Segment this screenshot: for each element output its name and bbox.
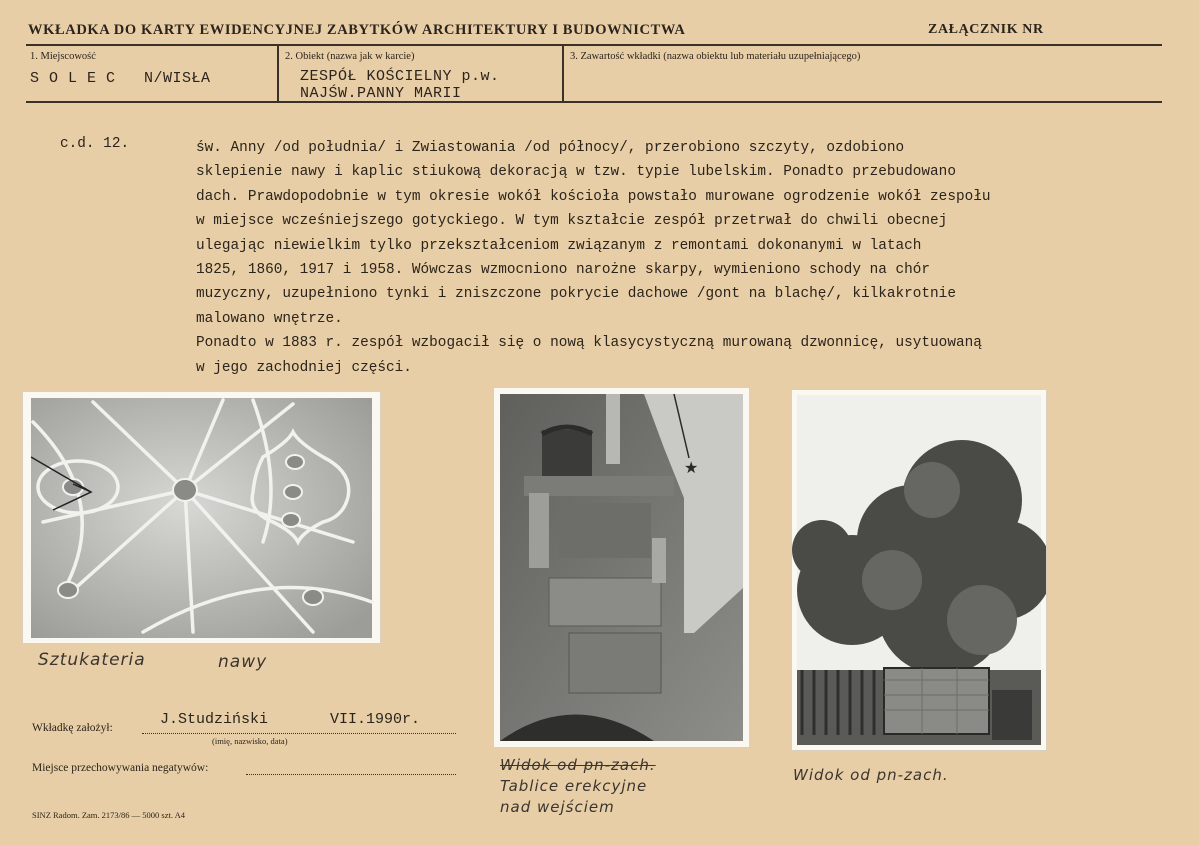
form-title: WKŁADKA DO KARTY EWIDENCYJNEJ ZABYTKÓW ARCHITEKTURY I BUDOWNICTWA	[28, 22, 686, 38]
body-line: malowano wnętrze.	[196, 310, 343, 327]
object-value-line1: ZESPÓŁ KOŚCIELNY p.w.	[300, 68, 500, 85]
photo2-caption-struck: Widok od pn-zach.	[500, 756, 656, 774]
photo2-caption-line2: nad wejściem	[500, 798, 615, 816]
founder-label: Wkładkę założył:	[32, 722, 113, 734]
exterior-view-image	[792, 390, 1046, 750]
content-label: 3. Zawartość wkładki (nazwa obiektu lub materiału uzupełniającego)	[570, 51, 861, 62]
photo2-caption-line1: Tablice erekcyjne	[500, 777, 648, 795]
page-reference: c.d. 12.	[60, 136, 130, 152]
founder-line	[142, 731, 456, 734]
divider-col-2	[562, 45, 564, 102]
founder-name: J.Studziński	[160, 711, 269, 728]
founder-date: VII.1990r.	[330, 711, 421, 728]
photo-exterior-view	[792, 390, 1046, 750]
body-line: sklepienie nawy i kaplic stiukową dekoracją w tzw. typie lubelskim. Ponadto przebudowano	[196, 164, 956, 181]
photo1-caption-b: nawy	[218, 652, 268, 672]
photo1-caption-a: Sztukateria	[38, 650, 146, 670]
print-info: SINZ Radom. Zam. 2173/86 — 5000 szt. A4	[32, 810, 185, 820]
body-line: w jego zachodniej części.	[196, 359, 412, 376]
photo-stucco-vault	[23, 392, 380, 643]
object-label: 2. Obiekt (nazwa jak w karcie)	[285, 51, 415, 62]
svg-text:★: ★	[684, 458, 699, 477]
body-line: w miejsce wcześniejszego gotyckiego. W tym kształcie zespół przetrwał do chwili obecnej	[196, 213, 948, 230]
founder-hint: (imię, nazwisko, data)	[212, 736, 288, 746]
photo3-caption: Widok od pn-zach.	[793, 766, 949, 784]
object-value-line2: NAJŚW.PANNY MARII	[300, 85, 462, 102]
divider-fields	[26, 101, 1162, 103]
storage-label: Miejsce przechowywania negatywów:	[32, 762, 209, 774]
body-line: dach. Prawdopodobnie w tym okresie wokół kościoła powstało murowane ogrodzenie wokół zespołu	[196, 188, 991, 205]
storage-line	[246, 772, 456, 775]
body-line: 1825, 1860, 1917 i 1958. Wówczas wzmocniono narożne skarpy, wymieniono schody na chór	[196, 261, 931, 278]
place-value: S O L E C N/WISŁA	[30, 70, 211, 87]
place-label: 1. Miejscowość	[30, 51, 96, 62]
body-line: ulegając niewielkim tylko przekształceniom związanym z remontami dokonanymi w latach	[196, 237, 922, 254]
plaques-image	[494, 388, 749, 747]
attachment-label: ZAŁĄCZNIK NR	[928, 22, 1044, 37]
photo-plaques	[494, 388, 749, 747]
divider-col-1	[277, 45, 279, 102]
body-line: św. Anny /od południa/ i Zwiastowania /od północy/, przerobiono szczyty, ozdobiono	[196, 140, 905, 156]
stucco-vault-image	[23, 392, 380, 643]
body-line: Ponadto w 1883 r. zespół wzbogacił się o nową klasycystyczną murowaną dzwonnicę, usytuowaną	[196, 335, 982, 352]
body-text	[196, 136, 1156, 380]
body-line: muzyczny, uzupełniono tynki i zniszczone pokrycie dachowe /gont na blachę/, kilkakrotnie	[196, 286, 956, 303]
divider-top	[26, 44, 1162, 46]
